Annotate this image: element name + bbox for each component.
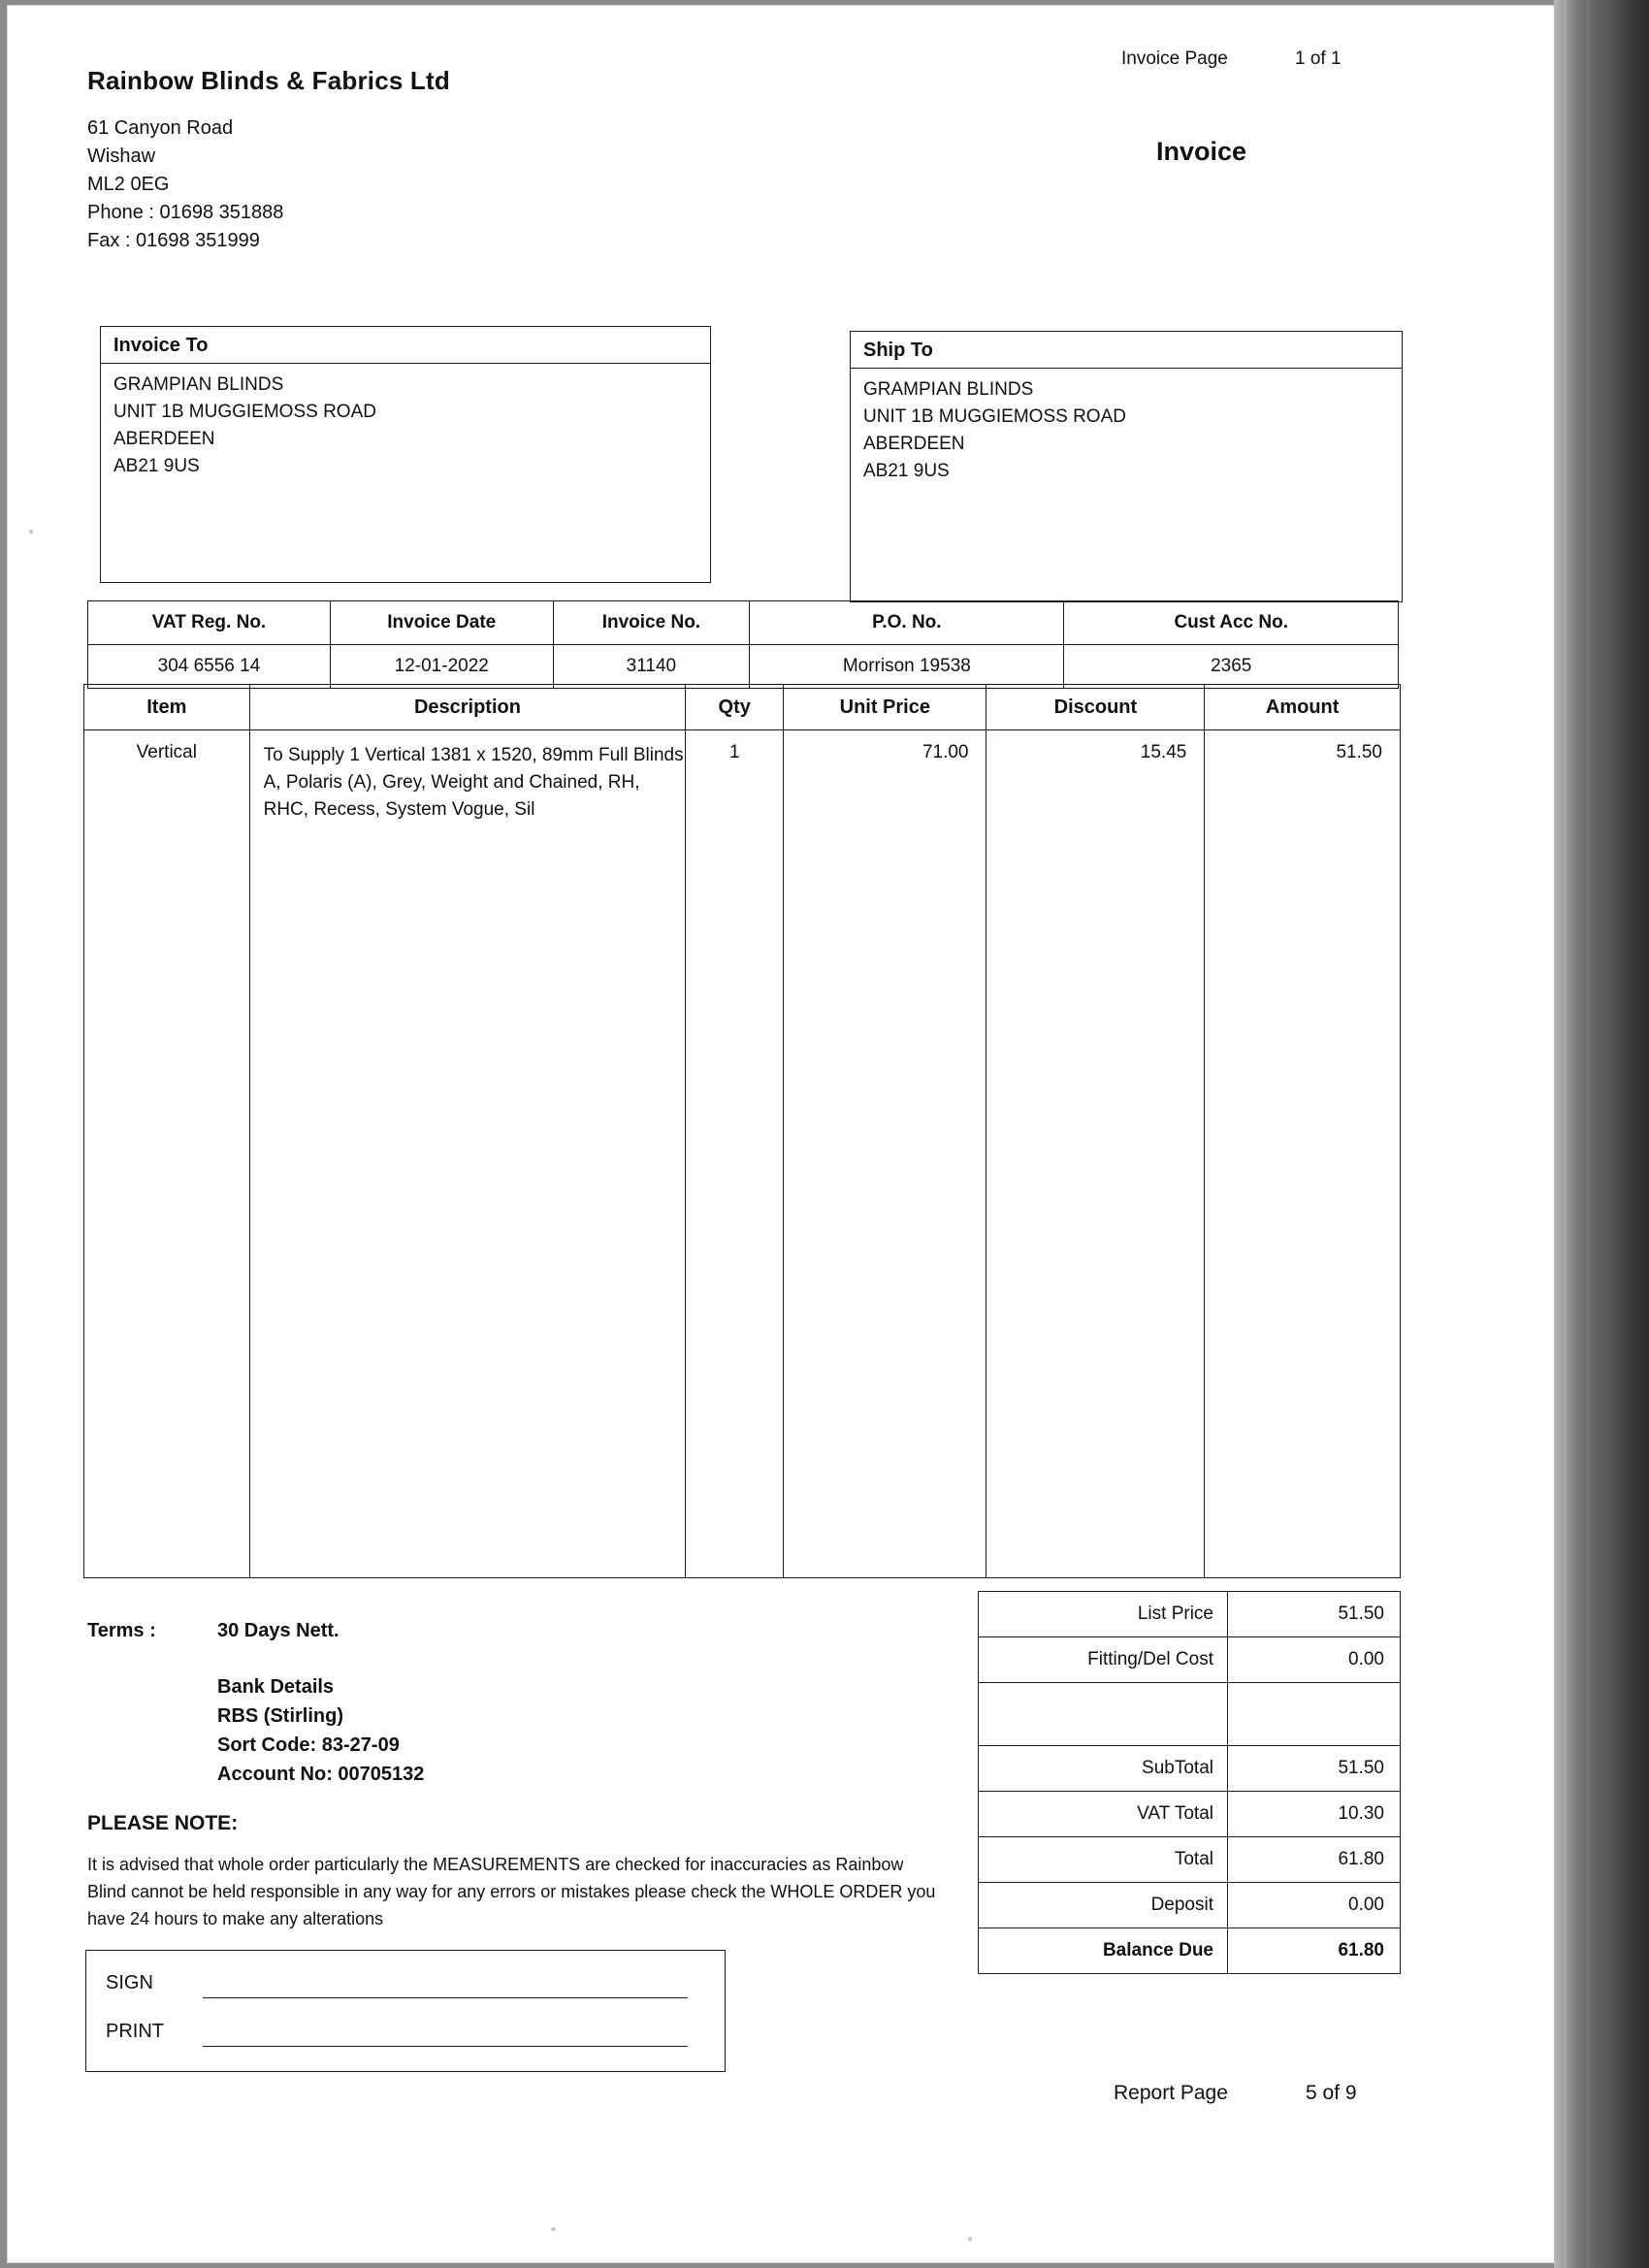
items-header-description: Description xyxy=(249,685,686,730)
invoice-page xyxy=(8,6,1554,2262)
terms-label: Terms : xyxy=(87,1620,156,1641)
invoice-to-box xyxy=(100,326,711,583)
totals-value-list-price: 51.50 xyxy=(1228,1592,1401,1637)
item-cell-item: Vertical xyxy=(84,730,250,1578)
info-header-vat: VAT Reg. No. xyxy=(88,601,331,645)
totals-label-fitting-del-cost: Fitting/Del Cost xyxy=(979,1637,1228,1683)
item-cell-description xyxy=(249,730,686,1578)
totals-value-vat-total: 10.30 xyxy=(1228,1792,1401,1837)
totals-row-vat-total xyxy=(979,1792,1401,1837)
info-value-po-no: Morrison 19538 xyxy=(750,645,1064,689)
invoice-info-table xyxy=(87,600,1399,689)
info-header-po-no: P.O. No. xyxy=(750,601,1064,645)
info-value-vat: 304 6556 14 xyxy=(88,645,331,689)
sign-label: SIGN xyxy=(106,1972,153,1993)
totals-row-fitting-del-cost xyxy=(979,1637,1401,1683)
items-header-row xyxy=(84,685,1401,730)
scan-speck xyxy=(551,2227,556,2231)
item-cell-discount: 15.45 xyxy=(986,730,1205,1578)
totals-label-balance-due: Balance Due xyxy=(979,1928,1228,1974)
company-postcode: ML2 0EG xyxy=(87,174,170,195)
item-description-text: To Supply 1 Vertical 1381 x 1520, 89mm Full Blinds A, Polaris (A), Grey, Weight and Chained, RH, RHC, Recess, System Vogue, Sil xyxy=(263,745,684,820)
invoice-to-line-2: UNIT 1B MUGGIEMOSS ROAD xyxy=(113,402,376,422)
company-address xyxy=(87,114,283,255)
scan-speck xyxy=(29,530,33,534)
totals-label-deposit: Deposit xyxy=(979,1883,1228,1928)
info-header-cust-acc-no: Cust Acc No. xyxy=(1064,601,1399,645)
totals-row-spacer xyxy=(979,1683,1401,1746)
info-value-cust-acc-no: 2365 xyxy=(1064,645,1399,689)
totals-table xyxy=(978,1591,1401,1974)
sign-line[interactable] xyxy=(203,1997,688,1998)
ship-to-line-2: UNIT 1B MUGGIEMOSS ROAD xyxy=(863,406,1126,427)
line-items-table xyxy=(83,684,1401,1578)
totals-value-total: 61.80 xyxy=(1228,1837,1401,1883)
invoice-to-title: Invoice To xyxy=(101,327,710,364)
ship-to-title: Ship To xyxy=(851,332,1402,369)
info-value-invoice-date: 12-01-2022 xyxy=(330,645,553,689)
totals-label-list-price: List Price xyxy=(979,1592,1228,1637)
totals-label-subtotal: SubTotal xyxy=(979,1746,1228,1792)
company-phone: Phone : 01698 351888 xyxy=(87,202,284,223)
invoice-to-line-1: GRAMPIAN BLINDS xyxy=(113,374,284,395)
ship-to-address xyxy=(863,376,1126,485)
info-header-invoice-no: Invoice No. xyxy=(553,601,750,645)
ship-to-line-4: AB21 9US xyxy=(863,461,950,481)
totals-value-deposit: 0.00 xyxy=(1228,1883,1401,1928)
info-header-row xyxy=(88,601,1399,645)
totals-row-deposit xyxy=(979,1883,1401,1928)
totals-row-subtotal xyxy=(979,1746,1401,1792)
print-line[interactable] xyxy=(203,2046,688,2047)
terms-value: 30 Days Nett. xyxy=(217,1620,340,1641)
items-header-item: Item xyxy=(84,685,250,730)
please-note-title: PLEASE NOTE: xyxy=(87,1812,239,1834)
report-page-value: 5 of 9 xyxy=(1306,2082,1357,2104)
scan-speck xyxy=(968,2237,972,2241)
report-page-label: Report Page xyxy=(1114,2082,1228,2104)
items-header-qty: Qty xyxy=(686,685,784,730)
info-value-row xyxy=(88,645,1399,689)
bank-details xyxy=(217,1672,424,1789)
company-name: Rainbow Blinds & Fabrics Ltd xyxy=(87,66,450,95)
ship-to-box xyxy=(850,331,1403,602)
info-header-invoice-date: Invoice Date xyxy=(330,601,553,645)
ship-to-line-3: ABERDEEN xyxy=(863,434,965,454)
document-heading: Invoice xyxy=(1156,137,1247,166)
signature-box xyxy=(85,1950,726,2072)
company-address-line2: Wishaw xyxy=(87,146,156,167)
invoice-to-address xyxy=(113,372,376,480)
company-fax: Fax : 01698 351999 xyxy=(87,230,260,251)
items-header-discount: Discount xyxy=(986,685,1205,730)
item-cell-amount: 51.50 xyxy=(1205,730,1401,1578)
totals-spacer-left xyxy=(979,1683,1228,1746)
item-cell-qty: 1 xyxy=(686,730,784,1578)
item-cell-unit-price: 71.00 xyxy=(784,730,986,1578)
print-label: PRINT xyxy=(106,2021,164,2042)
table-row xyxy=(84,730,1401,1578)
totals-label-total: Total xyxy=(979,1837,1228,1883)
totals-label-vat-total: VAT Total xyxy=(979,1792,1228,1837)
totals-value-fitting-del-cost: 0.00 xyxy=(1228,1637,1401,1683)
bank-sort-code: Sort Code: 83-27-09 xyxy=(217,1734,400,1756)
totals-row-balance-due xyxy=(979,1928,1401,1974)
invoice-to-line-3: ABERDEEN xyxy=(113,429,215,449)
items-header-amount: Amount xyxy=(1205,685,1401,730)
info-value-invoice-no: 31140 xyxy=(553,645,750,689)
scan-edge-shadow xyxy=(1554,0,1649,2268)
totals-row-total xyxy=(979,1837,1401,1883)
ship-to-line-1: GRAMPIAN BLINDS xyxy=(863,379,1034,400)
totals-spacer-right xyxy=(1228,1683,1401,1746)
company-address-line1: 61 Canyon Road xyxy=(87,117,234,139)
invoice-to-line-4: AB21 9US xyxy=(113,456,200,476)
invoice-page-label: Invoice Page xyxy=(1121,49,1228,69)
totals-value-balance-due: 61.80 xyxy=(1228,1928,1401,1974)
bank-name: RBS (Stirling) xyxy=(217,1705,343,1727)
invoice-page-value: 1 of 1 xyxy=(1295,49,1342,69)
bank-details-title: Bank Details xyxy=(217,1676,335,1698)
items-header-unit-price: Unit Price xyxy=(784,685,986,730)
totals-value-subtotal: 51.50 xyxy=(1228,1746,1401,1792)
totals-row-list-price xyxy=(979,1592,1401,1637)
please-note-body: It is advised that whole order particularly the MEASUREMENTS are checked for inaccuracies as Rainbow Blind cannot be held responsible in any way for any errors or mistakes please check the WHOLE ORDER you have 24 hours to make any alterations xyxy=(87,1855,936,1928)
bank-account-no: Account No: 00705132 xyxy=(217,1764,425,1785)
